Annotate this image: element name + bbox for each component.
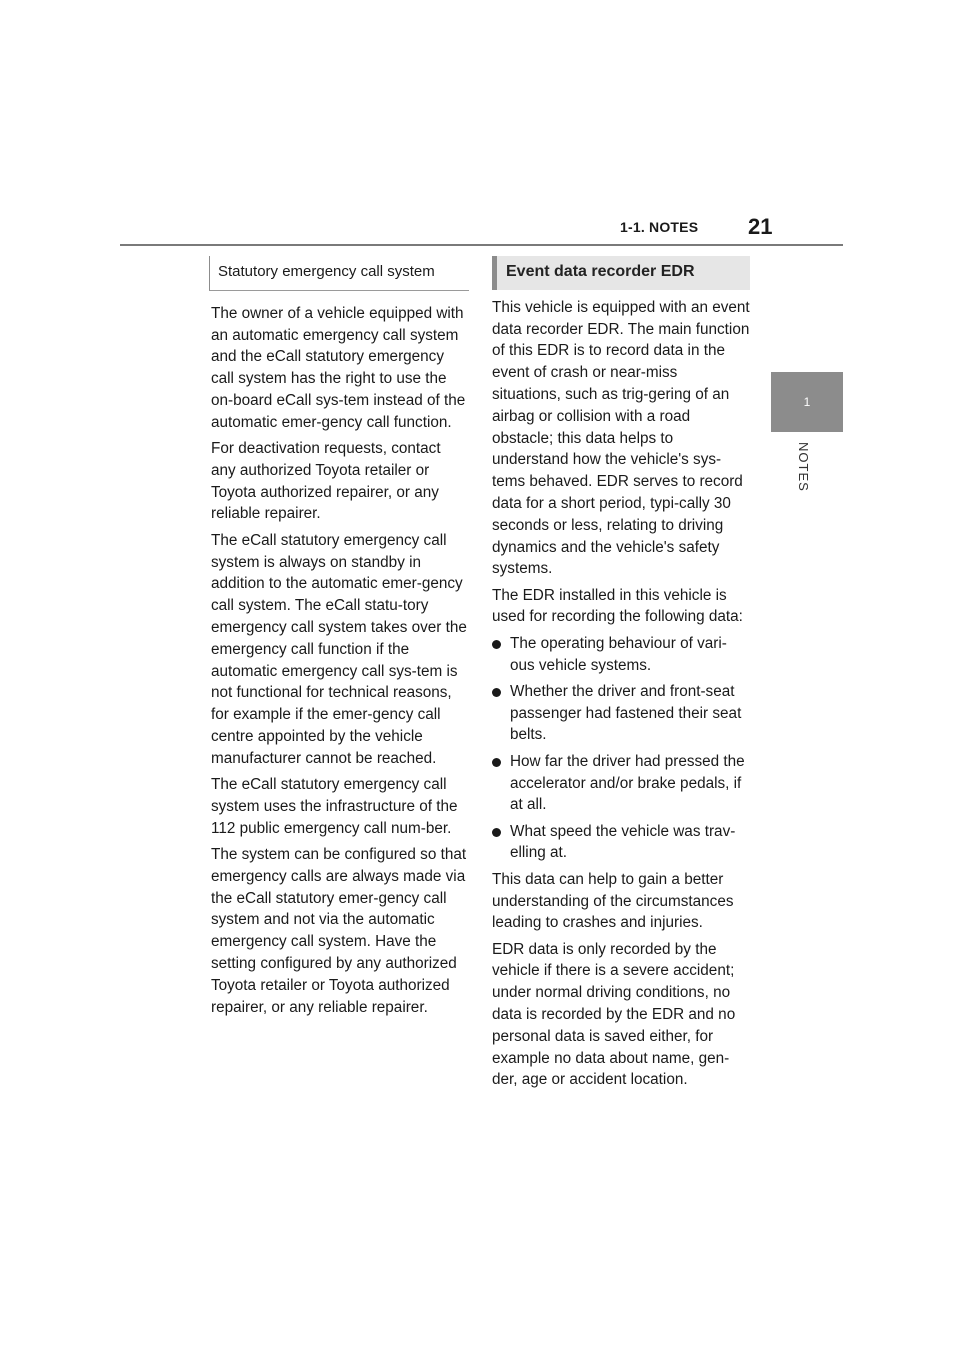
header-divider — [120, 244, 843, 246]
list-item-text: What speed the vehicle was trav-elling at. — [510, 822, 736, 862]
section-heading: Event data recorder EDR — [492, 256, 750, 290]
bullet-icon — [492, 828, 501, 837]
list-item — [492, 681, 750, 746]
list-item — [492, 821, 750, 865]
paragraph: For deactivation requests, contact any authorized Toyota retailer or Toyota authorized repairer, or any reliable repairer. — [211, 440, 441, 523]
paragraph: This data can help to gain a better understanding of the circumstances leading to crashes and injuries. — [492, 870, 734, 932]
left-column — [211, 256, 469, 1023]
bullet-list — [492, 633, 750, 864]
bullet-icon — [492, 640, 501, 649]
page-number: 21 — [748, 214, 773, 239]
chapter-tab[interactable] — [771, 372, 843, 432]
chapter-number: 1 — [803, 395, 811, 409]
paragraph: This vehicle is equipped with an event data recorder EDR. The main function of this EDR is to record data in the event of crash or near-miss situations, such as trig-gering of an airbag or collision with a road obstacle; this data helps to understand how the vehicle's sys-tems behaved. EDR serves to record data for a short period, typi-cally 30 seconds or less, relating to driving dynamics and the vehicle's safety systems. — [492, 298, 750, 578]
paragraph: The eCall statutory emergency call system is always on standby in addition to the automatic emer-gency call system. The eCall statu-tory emergency call system takes over the emergency call function if the automatic emergency call sys-tem is not functional for technical reasons, for example if the emer-gency call centre appointed by the vehicle manufacturer cannot be reached. — [211, 531, 467, 767]
sub-heading: Statutory emergency call system — [209, 256, 469, 291]
paragraph: The system can be configured so that emergency calls are always made via the eCall statutory emer-gency call system and not via the automatic emergency call system. Have the setting configured by any authorized Toyota retailer or Toyota authorized repairer, or any reliable repairer. — [211, 845, 467, 1016]
list-item — [492, 751, 750, 816]
list-item-text: The operating behaviour of vari-ous vehicle systems. — [510, 634, 727, 674]
right-column — [492, 256, 750, 1096]
bullet-icon — [492, 688, 501, 697]
section-title: 1-1. NOTES — [620, 219, 699, 235]
list-item-text: How far the driver had pressed the accelerator and/or brake pedals, if at all. — [510, 752, 745, 814]
bullet-icon — [492, 758, 501, 767]
paragraph: The EDR installed in this vehicle is used for recording the following data: — [492, 586, 743, 626]
paragraph: EDR data is only recorded by the vehicle if there is a severe accident; under normal driving conditions, no data is recorded by the EDR and no personal data is saved either, for example no data about name, gen-der, age or accident location. — [492, 940, 736, 1089]
paragraph: The owner of a vehicle equipped with an automatic emergency call system and the eCall statutory emergency call system has the right to use the on-board eCall sys-tem instead of the automatic emer-gency call function. — [211, 304, 466, 431]
list-item-text: Whether the driver and front-seat passenger had fastened their seat belts. — [510, 682, 742, 744]
list-item — [492, 633, 750, 677]
chapter-label: NOTES — [796, 442, 811, 492]
paragraph: The eCall statutory emergency call system uses the infrastructure of the 112 public emergency call num-ber. — [211, 776, 458, 837]
